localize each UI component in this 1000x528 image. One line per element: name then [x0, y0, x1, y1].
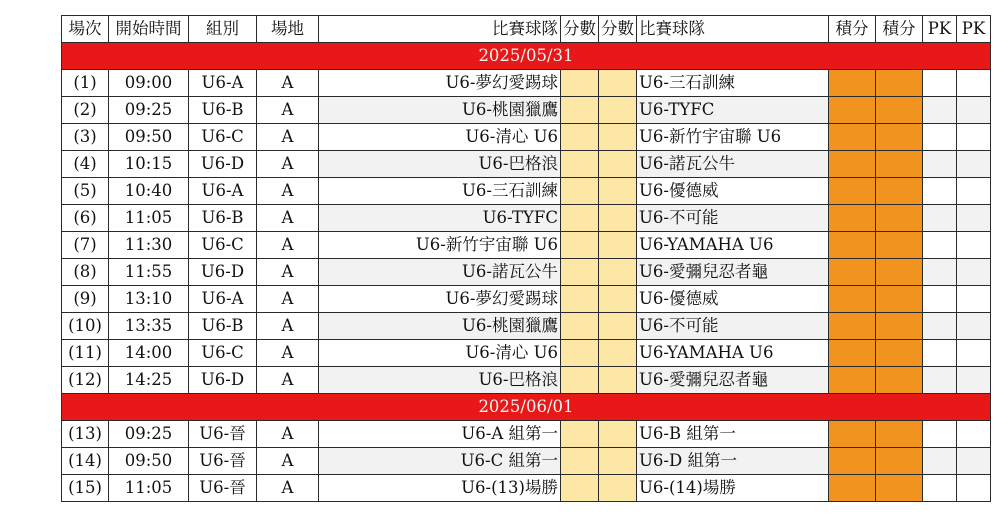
group-name: U6-晉: [189, 448, 257, 475]
away-score-cell[interactable]: [599, 421, 637, 448]
group-name: U6-B: [189, 313, 257, 340]
group-name: U6-A: [189, 286, 257, 313]
home-team: U6-三石訓練: [319, 178, 561, 205]
away-score-cell[interactable]: [599, 313, 637, 340]
start-time: 14:00: [109, 340, 189, 367]
away-team: U6-優德威: [637, 178, 829, 205]
schedule-body: [62, 43, 991, 502]
match-number: (4): [62, 151, 109, 178]
header-home-team: 比賽球隊: [319, 16, 561, 43]
home-points-cell[interactable]: [829, 421, 876, 448]
table-row: [62, 421, 991, 448]
home-points-cell[interactable]: [829, 70, 876, 97]
away-pk-cell[interactable]: [957, 259, 991, 286]
away-team: U6-TYFC: [637, 97, 829, 124]
home-points-cell[interactable]: [829, 205, 876, 232]
table-row: [62, 97, 991, 124]
match-number: (10): [62, 313, 109, 340]
away-points-cell[interactable]: [876, 475, 923, 502]
home-score-cell[interactable]: [561, 340, 599, 367]
start-time: 09:00: [109, 70, 189, 97]
away-score-cell[interactable]: [599, 259, 637, 286]
home-team: U6-C 組第一: [319, 448, 561, 475]
group-name: U6-B: [189, 97, 257, 124]
home-score-cell[interactable]: [561, 178, 599, 205]
home-points-cell[interactable]: [829, 367, 876, 394]
home-pk-cell[interactable]: [923, 124, 957, 151]
home-pk-cell[interactable]: [923, 340, 957, 367]
match-number: (12): [62, 367, 109, 394]
home-points-cell[interactable]: [829, 448, 876, 475]
away-points-cell[interactable]: [876, 97, 923, 124]
table-row: [62, 313, 991, 340]
home-team: U6-巴格浪: [319, 151, 561, 178]
away-score-cell[interactable]: [599, 97, 637, 124]
group-name: U6-A: [189, 178, 257, 205]
field-name: A: [257, 340, 319, 367]
home-team: U6-諾瓦公牛: [319, 259, 561, 286]
home-points-cell[interactable]: [829, 475, 876, 502]
match-number: (9): [62, 286, 109, 313]
away-score-cell[interactable]: [599, 367, 637, 394]
home-pk-cell[interactable]: [923, 178, 957, 205]
date-label: 2025/05/31: [62, 43, 991, 70]
group-name: U6-晉: [189, 421, 257, 448]
away-score-cell[interactable]: [599, 178, 637, 205]
away-team: U6-(14)場勝: [637, 475, 829, 502]
date-row: [62, 43, 991, 70]
away-pk-cell[interactable]: [957, 151, 991, 178]
table-row: [62, 286, 991, 313]
home-points-cell[interactable]: [829, 124, 876, 151]
table-row: [62, 259, 991, 286]
header-group: 組別: [189, 16, 257, 43]
field-name: A: [257, 259, 319, 286]
header-home-score: 分數: [561, 16, 599, 43]
home-pk-cell[interactable]: [923, 259, 957, 286]
home-score-cell[interactable]: [561, 70, 599, 97]
home-score-cell[interactable]: [561, 475, 599, 502]
home-team: U6-巴格浪: [319, 367, 561, 394]
away-points-cell[interactable]: [876, 313, 923, 340]
header-away-score: 分數: [599, 16, 637, 43]
home-pk-cell[interactable]: [923, 448, 957, 475]
away-points-cell[interactable]: [876, 259, 923, 286]
home-team: U6-清心 U6: [319, 340, 561, 367]
away-score-cell[interactable]: [599, 286, 637, 313]
away-score-cell[interactable]: [599, 448, 637, 475]
start-time: 09:50: [109, 448, 189, 475]
match-number: (7): [62, 232, 109, 259]
home-team: U6-TYFC: [319, 205, 561, 232]
away-team: U6-愛彌兒忍者龜: [637, 259, 829, 286]
group-name: U6-D: [189, 367, 257, 394]
away-team: U6-新竹宇宙聯 U6: [637, 124, 829, 151]
home-points-cell[interactable]: [829, 97, 876, 124]
group-name: U6-A: [189, 70, 257, 97]
start-time: 10:40: [109, 178, 189, 205]
away-pk-cell[interactable]: [957, 475, 991, 502]
home-pk-cell[interactable]: [923, 70, 957, 97]
home-pk-cell[interactable]: [923, 232, 957, 259]
away-pk-cell[interactable]: [957, 232, 991, 259]
table-row: [62, 124, 991, 151]
field-name: A: [257, 124, 319, 151]
home-score-cell[interactable]: [561, 97, 599, 124]
home-score-cell[interactable]: [561, 421, 599, 448]
home-score-cell[interactable]: [561, 259, 599, 286]
home-score-cell[interactable]: [561, 367, 599, 394]
start-time: 14:25: [109, 367, 189, 394]
away-team: U6-諾瓦公牛: [637, 151, 829, 178]
date-label: 2025/06/01: [62, 394, 991, 421]
away-team: U6-不可能: [637, 313, 829, 340]
home-team: U6-新竹宇宙聯 U6: [319, 232, 561, 259]
match-number: (3): [62, 124, 109, 151]
match-number: (11): [62, 340, 109, 367]
field-name: A: [257, 367, 319, 394]
field-name: A: [257, 286, 319, 313]
home-points-cell[interactable]: [829, 286, 876, 313]
group-name: U6-C: [189, 340, 257, 367]
home-pk-cell[interactable]: [923, 475, 957, 502]
group-name: U6-B: [189, 205, 257, 232]
group-name: U6-晉: [189, 475, 257, 502]
start-time: 11:55: [109, 259, 189, 286]
header-start-time: 開始時間: [109, 16, 189, 43]
table-row: [62, 475, 991, 502]
field-name: A: [257, 151, 319, 178]
away-score-cell[interactable]: [599, 205, 637, 232]
start-time: 09:25: [109, 97, 189, 124]
away-points-cell[interactable]: [876, 124, 923, 151]
away-score-cell[interactable]: [599, 151, 637, 178]
field-name: A: [257, 97, 319, 124]
away-pk-cell[interactable]: [957, 124, 991, 151]
home-points-cell[interactable]: [829, 178, 876, 205]
away-pk-cell[interactable]: [957, 367, 991, 394]
header-away-pk: PK: [957, 16, 991, 43]
header-away-points: 積分: [876, 16, 923, 43]
group-name: U6-C: [189, 124, 257, 151]
away-points-cell[interactable]: [876, 151, 923, 178]
home-pk-cell[interactable]: [923, 421, 957, 448]
match-schedule-table: [61, 15, 991, 502]
away-team: U6-D 組第一: [637, 448, 829, 475]
field-name: A: [257, 232, 319, 259]
away-score-cell[interactable]: [599, 70, 637, 97]
match-number: (2): [62, 97, 109, 124]
home-pk-cell[interactable]: [923, 97, 957, 124]
start-time: 13:35: [109, 313, 189, 340]
home-pk-cell[interactable]: [923, 151, 957, 178]
away-points-cell[interactable]: [876, 421, 923, 448]
date-row: [62, 394, 991, 421]
away-pk-cell[interactable]: [957, 448, 991, 475]
away-pk-cell[interactable]: [957, 340, 991, 367]
home-score-cell[interactable]: [561, 313, 599, 340]
away-team: U6-三石訓練: [637, 70, 829, 97]
home-score-cell[interactable]: [561, 448, 599, 475]
home-team: U6-清心 U6: [319, 124, 561, 151]
home-pk-cell[interactable]: [923, 286, 957, 313]
home-team: U6-夢幻愛踢球: [319, 70, 561, 97]
table-row: [62, 178, 991, 205]
home-points-cell[interactable]: [829, 151, 876, 178]
header-row: [62, 16, 991, 43]
start-time: 11:05: [109, 475, 189, 502]
home-points-cell[interactable]: [829, 340, 876, 367]
away-points-cell[interactable]: [876, 448, 923, 475]
match-number: (1): [62, 70, 109, 97]
field-name: A: [257, 313, 319, 340]
start-time: 09:50: [109, 124, 189, 151]
home-team: U6-桃園獵鷹: [319, 313, 561, 340]
home-points-cell[interactable]: [829, 259, 876, 286]
header-away-team: 比賽球隊: [637, 16, 829, 43]
away-team: U6-不可能: [637, 205, 829, 232]
start-time: 09:25: [109, 421, 189, 448]
start-time: 11:05: [109, 205, 189, 232]
home-team: U6-桃園獵鷹: [319, 97, 561, 124]
home-score-cell[interactable]: [561, 232, 599, 259]
header-match-no: 場次: [62, 16, 109, 43]
table-row: [62, 367, 991, 394]
away-team: U6-優德威: [637, 286, 829, 313]
home-score-cell[interactable]: [561, 205, 599, 232]
table-row: [62, 151, 991, 178]
table-row: [62, 340, 991, 367]
home-points-cell[interactable]: [829, 232, 876, 259]
match-number: (6): [62, 205, 109, 232]
away-points-cell[interactable]: [876, 340, 923, 367]
start-time: 13:10: [109, 286, 189, 313]
home-team: U6-(13)場勝: [319, 475, 561, 502]
header-field: 場地: [257, 16, 319, 43]
away-team: U6-YAMAHA U6: [637, 232, 829, 259]
home-score-cell[interactable]: [561, 286, 599, 313]
home-team: U6-夢幻愛踢球: [319, 286, 561, 313]
start-time: 10:15: [109, 151, 189, 178]
table-row: [62, 70, 991, 97]
home-score-cell[interactable]: [561, 124, 599, 151]
match-number: (13): [62, 421, 109, 448]
table-row: [62, 448, 991, 475]
away-score-cell[interactable]: [599, 232, 637, 259]
away-score-cell[interactable]: [599, 124, 637, 151]
away-points-cell[interactable]: [876, 205, 923, 232]
away-points-cell[interactable]: [876, 367, 923, 394]
away-score-cell[interactable]: [599, 475, 637, 502]
home-team: U6-A 組第一: [319, 421, 561, 448]
match-number: (14): [62, 448, 109, 475]
away-points-cell[interactable]: [876, 286, 923, 313]
home-points-cell[interactable]: [829, 313, 876, 340]
away-team: U6-愛彌兒忍者龜: [637, 367, 829, 394]
field-name: A: [257, 70, 319, 97]
home-pk-cell[interactable]: [923, 313, 957, 340]
header-home-pk: PK: [923, 16, 957, 43]
away-team: U6-YAMAHA U6: [637, 340, 829, 367]
header-home-points: 積分: [829, 16, 876, 43]
match-number: (15): [62, 475, 109, 502]
away-pk-cell[interactable]: [957, 97, 991, 124]
away-points-cell[interactable]: [876, 178, 923, 205]
field-name: A: [257, 205, 319, 232]
away-team: U6-B 組第一: [637, 421, 829, 448]
away-pk-cell[interactable]: [957, 205, 991, 232]
group-name: U6-D: [189, 259, 257, 286]
field-name: A: [257, 421, 319, 448]
match-number: (5): [62, 178, 109, 205]
away-pk-cell[interactable]: [957, 178, 991, 205]
away-pk-cell[interactable]: [957, 286, 991, 313]
start-time: 11:30: [109, 232, 189, 259]
home-pk-cell[interactable]: [923, 205, 957, 232]
table-row: [62, 232, 991, 259]
home-score-cell[interactable]: [561, 151, 599, 178]
away-pk-cell[interactable]: [957, 70, 991, 97]
away-pk-cell[interactable]: [957, 313, 991, 340]
field-name: A: [257, 475, 319, 502]
group-name: U6-C: [189, 232, 257, 259]
away-score-cell[interactable]: [599, 340, 637, 367]
table-row: [62, 205, 991, 232]
field-name: A: [257, 178, 319, 205]
away-pk-cell[interactable]: [957, 421, 991, 448]
away-points-cell[interactable]: [876, 70, 923, 97]
match-number: (8): [62, 259, 109, 286]
field-name: A: [257, 448, 319, 475]
away-points-cell[interactable]: [876, 232, 923, 259]
home-pk-cell[interactable]: [923, 367, 957, 394]
group-name: U6-D: [189, 151, 257, 178]
